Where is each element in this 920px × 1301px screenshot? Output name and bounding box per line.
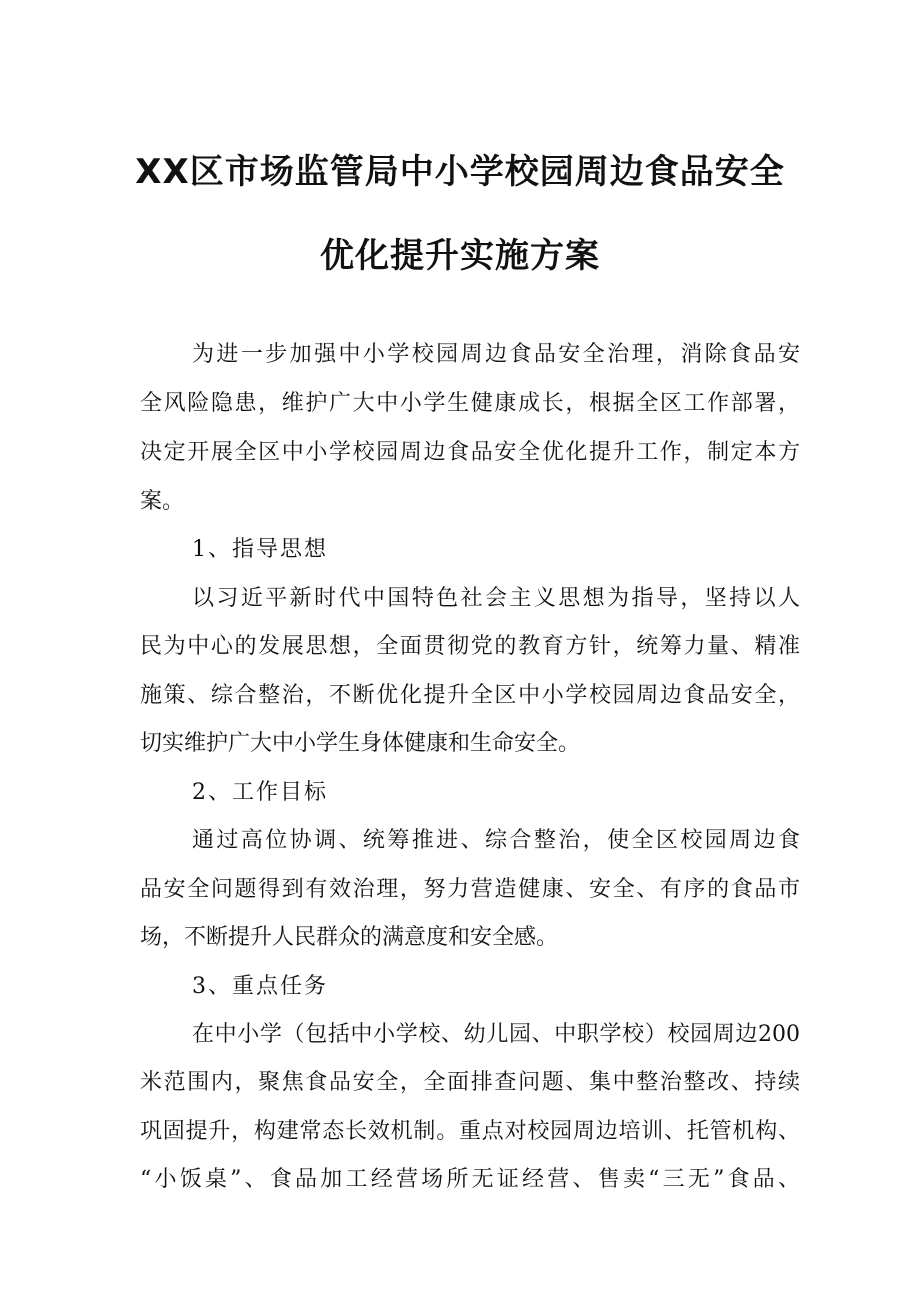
intro-line: 为进一步加强中小学校园周边食品安全治理，消除食品安: [192, 342, 800, 367]
section-heading: 3、重点任务: [192, 974, 328, 999]
section-heading: 2、工作目标: [192, 780, 328, 805]
paragraph-line: 在中小学（包括中小学校、幼儿园、中职学校）校园周边200: [192, 1022, 800, 1047]
paragraph-line: 民为中心的发展思想，全面贯彻党的教育方针，统筹力量、精准: [140, 634, 800, 659]
document-title-line-2: 优化提升实施方案: [320, 236, 600, 276]
intro-line: 全风险隐患，维护广大中小学生健康成长，根据全区工作部署，: [140, 391, 800, 416]
paragraph-line: 通过高位协调、统筹推进、综合整治，使全区校园周边食: [192, 828, 800, 853]
paragraph-line: 场，不断提升人民群众的满意度和安全感。: [140, 925, 559, 950]
intro-line: 案。: [140, 489, 185, 514]
paragraph-line: 以习近平新时代中国特色社会主义思想为指导，坚持以人: [192, 586, 800, 611]
paragraph-line: 巩固提升，构建常态长效机制。重点对校园周边培训、托管机构、: [140, 1119, 800, 1144]
paragraph-line: 米范围内，聚焦食品安全，全面排查问题、集中整治整改、持续: [140, 1070, 800, 1095]
paragraph-line: 切实维护广大中小学生身体健康和生命安全。: [140, 731, 581, 756]
section-heading: 1、指导思想: [192, 537, 328, 562]
intro-line: 决定开展全区中小学校园周边食品安全优化提升工作，制定本方: [140, 440, 800, 465]
paragraph-line: 品安全问题得到有效治理，努力营造健康、安全、有序的食品市: [140, 877, 800, 902]
document-title-line-1: XX区市场监管局中小学校园周边食品安全: [135, 152, 785, 192]
paragraph-line: 施策、综合整治，不断优化提升全区中小学校园周边食品安全，: [140, 683, 800, 708]
paragraph-line: “小饭桌”、食品加工经营场所无证经营、售卖“三无”食品、: [140, 1167, 800, 1192]
